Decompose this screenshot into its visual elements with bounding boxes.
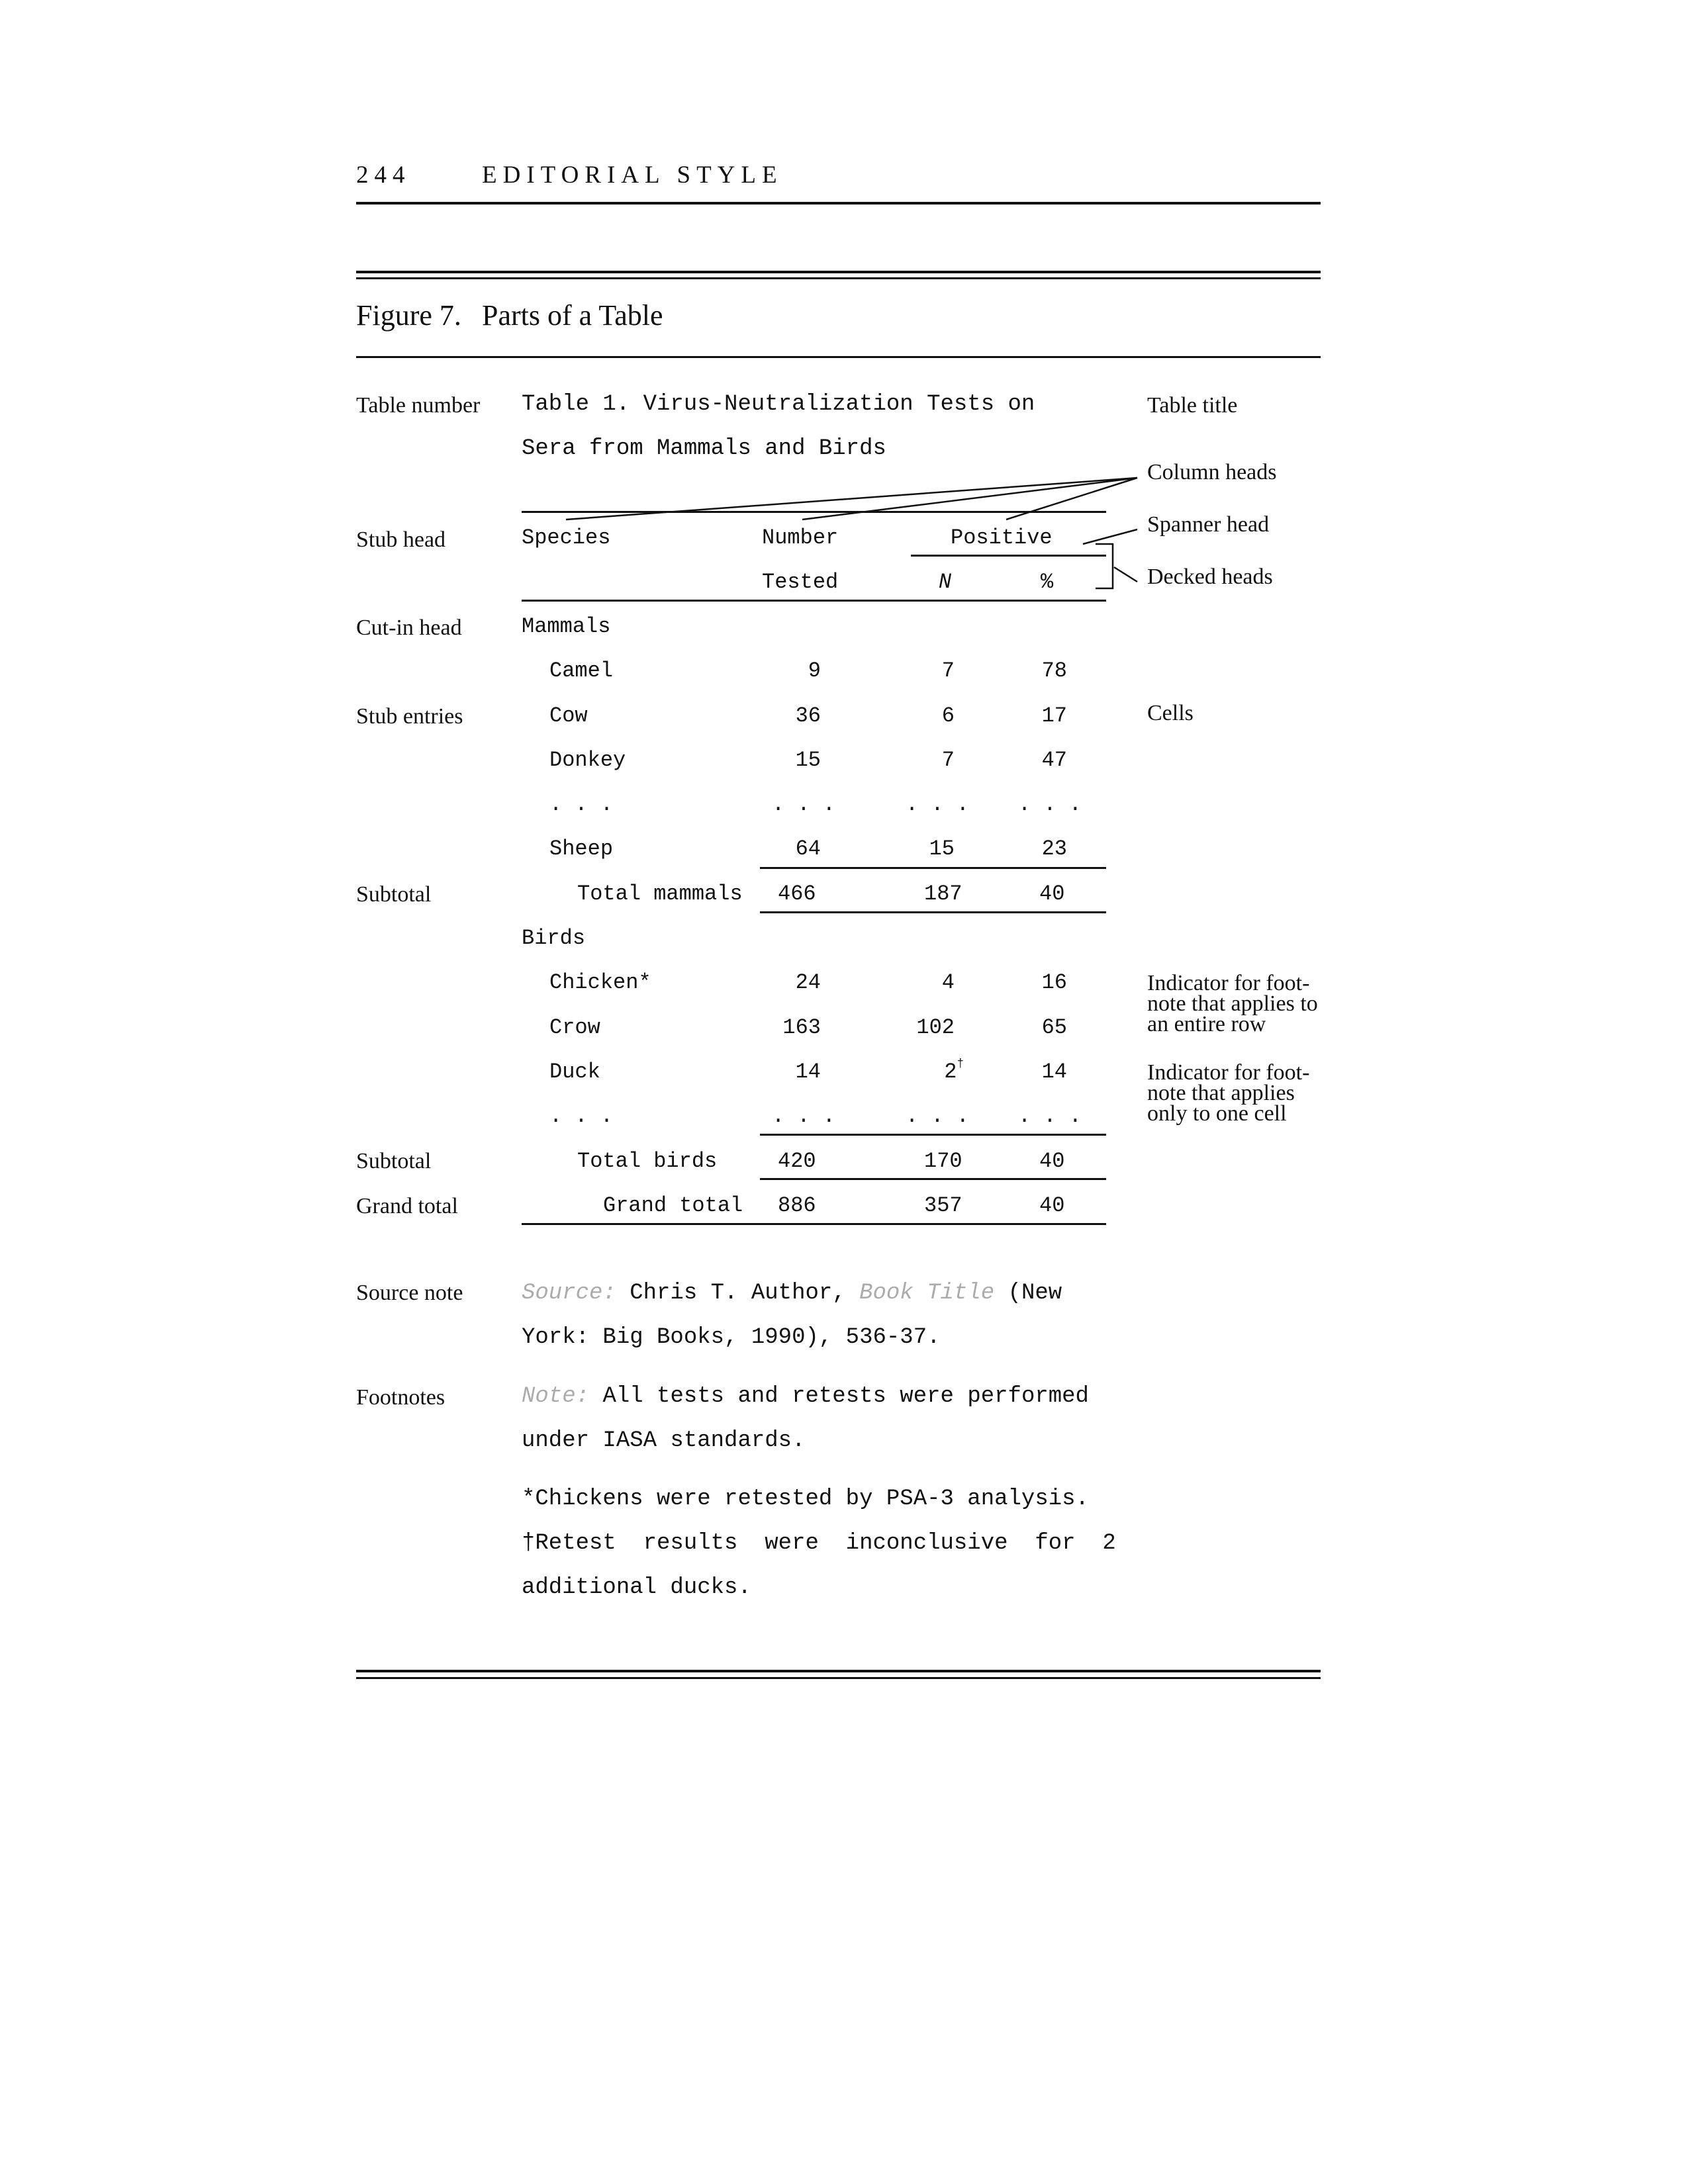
cell-positive-pct-value: 14: [1041, 1060, 1067, 1084]
cell-positive-pct: [949, 1106, 1082, 1127]
column-head-bottom-rule: [522, 600, 1106, 602]
stub-entry: . . .: [549, 792, 614, 817]
cell-positive-pct-value: . . .: [1017, 1104, 1082, 1128]
table-top-rule: [522, 511, 1106, 513]
cell-positive-n-value: 4: [941, 970, 955, 995]
label-stub-head: Stub head: [356, 527, 446, 552]
label-column-heads: Column heads: [1147, 460, 1277, 484]
label-cells: Cells: [1147, 701, 1194, 725]
cell-tested: [688, 705, 821, 727]
decked-head-n: N: [939, 570, 952, 594]
grand-total-positive-n: 357: [924, 1193, 962, 1218]
cell-positive-n-value: 102: [916, 1015, 955, 1040]
cell-positive-pct: [935, 1017, 1067, 1038]
cell-tested-value: 14: [795, 1060, 821, 1084]
cell-positive-pct-value: 23: [1041, 837, 1067, 861]
cell-positive-pct: [935, 839, 1067, 860]
label-cut-in-head: Cut-in head: [356, 615, 462, 640]
spanner-rule: [911, 555, 1106, 557]
figure-top-double-rule-2: [356, 277, 1321, 279]
subtotal-label: Total mammals: [577, 882, 743, 906]
cell-tested-value: . . .: [771, 792, 835, 817]
label-source-note: Source note: [356, 1281, 463, 1305]
stub-entry: Crow: [549, 1015, 600, 1040]
label-row-footnote-indicator: Indicator for foot-note that applies to an entire row: [1147, 971, 1318, 1036]
cell-positive-pct: [935, 972, 1067, 993]
birds-subtotal-rule: [760, 1134, 1106, 1136]
source-book-title: Book Title: [859, 1281, 995, 1306]
general-note-line-1: [522, 1385, 1089, 1408]
label-stub-entries: Stub entries: [356, 704, 463, 729]
label-grand-total: Grand total: [356, 1194, 458, 1218]
cell-tested: [688, 972, 821, 993]
subtotal-positive-pct: 40: [1039, 1149, 1065, 1173]
subtotal-tested: 466: [778, 882, 816, 906]
cut-in-head: Birds: [522, 926, 586, 950]
stub-entry: . . .: [549, 1104, 614, 1128]
leader-column-head-positive: [1006, 478, 1137, 520]
cell-positive-pct-value: 47: [1041, 748, 1067, 772]
cell-positive-n-value: . . .: [905, 792, 969, 817]
figure-number: Figure 7.: [356, 299, 461, 332]
figure-bottom-double-rule-1: [356, 1670, 1321, 1672]
column-head-number: Number: [762, 525, 839, 550]
note-lead: Note:: [522, 1384, 590, 1409]
cell-positive-n-value: 7: [941, 748, 955, 772]
subtotal-positive-n: 170: [924, 1149, 962, 1173]
cell-positive-n-value: 2: [944, 1060, 957, 1084]
label-spanner-head: Spanner head: [1147, 512, 1270, 537]
leader-column-head-number: [802, 478, 1137, 520]
grand-total-tested: 886: [778, 1193, 816, 1218]
birds-total-bottom-rule: [760, 1178, 1106, 1180]
cell-tested: [688, 1017, 821, 1038]
grand-total-label: Grand total: [603, 1193, 743, 1218]
subtotal-positive-pct: 40: [1039, 882, 1065, 906]
stub-entry: Camel: [549, 659, 614, 683]
footnote-dagger-line-2: additional ducks.: [522, 1575, 751, 1600]
leader-spanner-head: [1083, 529, 1137, 544]
running-head-title: EDITORIAL STYLE: [482, 161, 783, 189]
cell-tested: [703, 1106, 835, 1127]
decked-heads-bracket: [1096, 544, 1113, 588]
general-note-line-2: under IASA standards.: [522, 1428, 806, 1453]
cell-tested: [688, 750, 821, 771]
cell-positive-pct-value: 65: [1041, 1015, 1067, 1040]
leader-column-head-species: [566, 478, 1137, 520]
label-table-number: Table number: [356, 393, 481, 418]
mammals-total-bottom-rule: [760, 911, 1106, 913]
cell-positive-pct: [949, 794, 1082, 815]
stub-entry: Sheep: [549, 837, 614, 861]
cell-positive-pct-value: . . .: [1017, 792, 1082, 817]
footnote-star: *Chickens were retested by PSA-3 analysis.: [522, 1486, 1089, 1512]
cell-tested: [688, 839, 821, 860]
stub-entry: Cow: [549, 704, 588, 728]
cell-tested-value: 36: [795, 704, 821, 728]
subtotal-tested: 420: [778, 1149, 816, 1173]
cell-positive-pct: [935, 750, 1067, 771]
source-lead: Source:: [522, 1281, 616, 1306]
spanner-head-positive: Positive: [951, 525, 1053, 550]
decked-head-percent: %: [1041, 570, 1054, 594]
label-cell-footnote-indicator: Indicator for foot-note that applies only to one cell: [1147, 1060, 1310, 1126]
column-head-tested: Tested: [762, 570, 839, 594]
table-bottom-rule: [522, 1223, 1106, 1225]
source-author: Chris T. Author,: [630, 1281, 846, 1306]
cell-tested-value: 163: [782, 1015, 821, 1040]
table-title-line-1: Table 1. Virus-Neutralization Tests on: [522, 392, 1035, 417]
source-note-line-2: York: Big Books, 1990), 536-37.: [522, 1325, 941, 1350]
cell-tested-value: 64: [795, 837, 821, 861]
figure-top-double-rule-1: [356, 271, 1321, 273]
stub-entry: Duck: [549, 1060, 600, 1084]
stub-head: Species: [522, 525, 611, 550]
cell-positive-pct-value: 17: [1041, 704, 1067, 728]
cell-positive-pct-value: 78: [1041, 659, 1067, 683]
figure-title: Parts of a Table: [482, 299, 663, 332]
cell-tested-value: . . .: [771, 1104, 835, 1128]
figure-title-rule: [356, 356, 1321, 358]
mammals-subtotal-rule: [760, 867, 1106, 869]
cell-positive-pct: [935, 705, 1067, 727]
cut-in-head: Mammals: [522, 614, 611, 639]
cell-positive-n-value: 6: [941, 704, 955, 728]
cell-tested-value: 9: [808, 659, 821, 683]
cell-positive-n-value: 7: [941, 659, 955, 683]
subtotal-label: Total birds: [577, 1149, 718, 1173]
subtotal-positive-n: 187: [924, 882, 962, 906]
grand-total-positive-pct: 40: [1039, 1193, 1065, 1218]
label-table-title: Table title: [1147, 393, 1238, 418]
cell-positive-pct: [935, 660, 1067, 682]
source-note-line-1: [522, 1282, 1062, 1304]
cell-tested-value: 24: [795, 970, 821, 995]
label-footnotes: Footnotes: [356, 1385, 445, 1410]
cell-tested: [688, 660, 821, 682]
cell-tested: [703, 794, 835, 815]
page-number: 244: [356, 161, 411, 189]
footnote-dagger-line-1: †Retest results were inconclusive for 2: [522, 1531, 1116, 1556]
leader-decked-heads: [1114, 567, 1137, 582]
figure-bottom-double-rule-2: [356, 1677, 1321, 1679]
cell-positive-pct-value: 16: [1041, 970, 1067, 995]
running-head-rule: [356, 202, 1321, 205]
label-subtotal-birds: Subtotal: [356, 1149, 432, 1173]
cell-positive-pct: [935, 1062, 1067, 1083]
cell-positive-n-value: 15: [929, 837, 955, 861]
note-text: All tests and retests were performed: [602, 1384, 1089, 1409]
stub-entry: Chicken*: [549, 970, 651, 995]
stub-entry: Donkey: [549, 748, 626, 772]
cell-positive-n-value: . . .: [905, 1104, 969, 1128]
label-decked-heads: Decked heads: [1147, 565, 1273, 589]
cell-tested-value: 15: [795, 748, 821, 772]
source-rest: (New: [1008, 1281, 1062, 1306]
cell-tested: [688, 1062, 821, 1083]
table-title-line-2: Sera from Mammals and Birds: [522, 436, 886, 461]
label-subtotal-mammals: Subtotal: [356, 882, 432, 907]
footnote-dagger-marker: †: [957, 1058, 964, 1071]
